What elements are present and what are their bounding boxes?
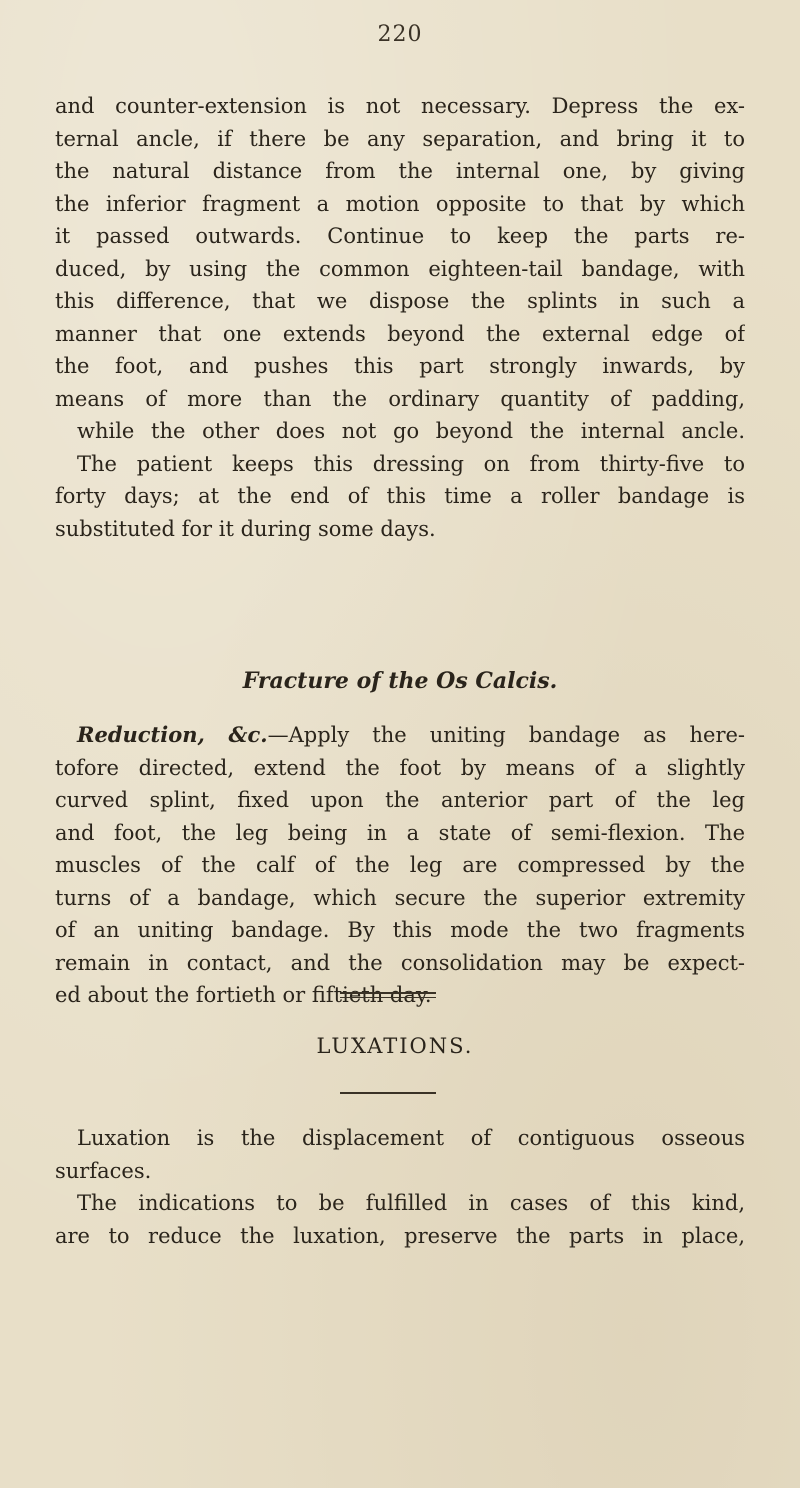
text-line: forty days; at the end of this time a roller bandage is xyxy=(55,484,745,508)
text-line: means of more than the ordinary quantity of padding, xyxy=(55,386,745,411)
text-line: tofore directed, extend the foot by means of a slightly xyxy=(55,755,745,780)
text-line: ternal ancle, if there be any separation, and bring it to xyxy=(55,126,745,151)
page-number: 220 xyxy=(377,22,423,47)
text-line: and counter-extension is not necessary. Depress the ex- xyxy=(55,94,745,118)
section-divider-bottom xyxy=(340,1092,436,1094)
text-line: remain in contact, and the consolidation may be expect- xyxy=(55,950,745,975)
text-line: surfaces. xyxy=(55,1158,152,1183)
text-line: the natural distance from the internal one, by giving xyxy=(55,159,745,183)
text-line: Luxation is the displacement of contiguous osseous xyxy=(77,1126,745,1150)
text-line: muscles of the calf of the leg are compressed by the xyxy=(55,853,745,877)
text-line: are to reduce the luxation, preserve the parts in place, xyxy=(55,1223,745,1248)
text-line: and foot, the leg being in a state of semi-flexion. The xyxy=(55,820,745,845)
text-line: duced, by using the common eighteen-tail bandage, with xyxy=(55,256,745,281)
paragraph-ankle-fracture-treatment xyxy=(55,90,745,545)
section-title-luxations: LUXATIONS. xyxy=(316,1034,474,1058)
paragraph-luxation-indications xyxy=(55,1187,745,1252)
text-line: curved splint, fixed upon the anterior part of the leg xyxy=(55,788,745,812)
text-line: manner that one extends beyond the external edge of xyxy=(55,321,745,346)
text-line: it passed outwards. Continue to keep the parts re- xyxy=(55,224,745,248)
heading-fracture-os-calcis: Fracture of the Os Calcis. xyxy=(242,668,558,694)
text-line: the foot, and pushes this part strongly inwards, by xyxy=(55,354,745,378)
text-line: while the other does not go beyond the internal ancle. xyxy=(77,419,745,443)
text-line xyxy=(55,719,745,752)
text-line: the inferior fragment a motion opposite to that by which xyxy=(55,191,745,216)
text-line: this difference, that we dispose the splints in such a xyxy=(55,289,745,313)
reduction-first-line-rest: —Apply the uniting bandage as here- xyxy=(267,723,745,747)
reduction-lead: Reduction, &c. xyxy=(77,722,268,747)
text-line: The patient keeps this dressing on from thirty-five to xyxy=(77,451,745,476)
paragraph-luxation-definition xyxy=(55,1122,745,1187)
text-line: ed about the fortieth or fiftieth day. xyxy=(55,983,432,1007)
text-line: turns of a bandage, which secure the superior extremity xyxy=(55,885,745,910)
text-line: The indications to be fulfilled in cases of this kind, xyxy=(77,1191,745,1215)
section-divider-top xyxy=(340,992,436,998)
paragraph-os-calcis-reduction xyxy=(55,719,745,1012)
text-line: substituted for it during some days. xyxy=(55,516,436,541)
text-line: of an uniting bandage. By this mode the two fragments xyxy=(55,918,745,942)
